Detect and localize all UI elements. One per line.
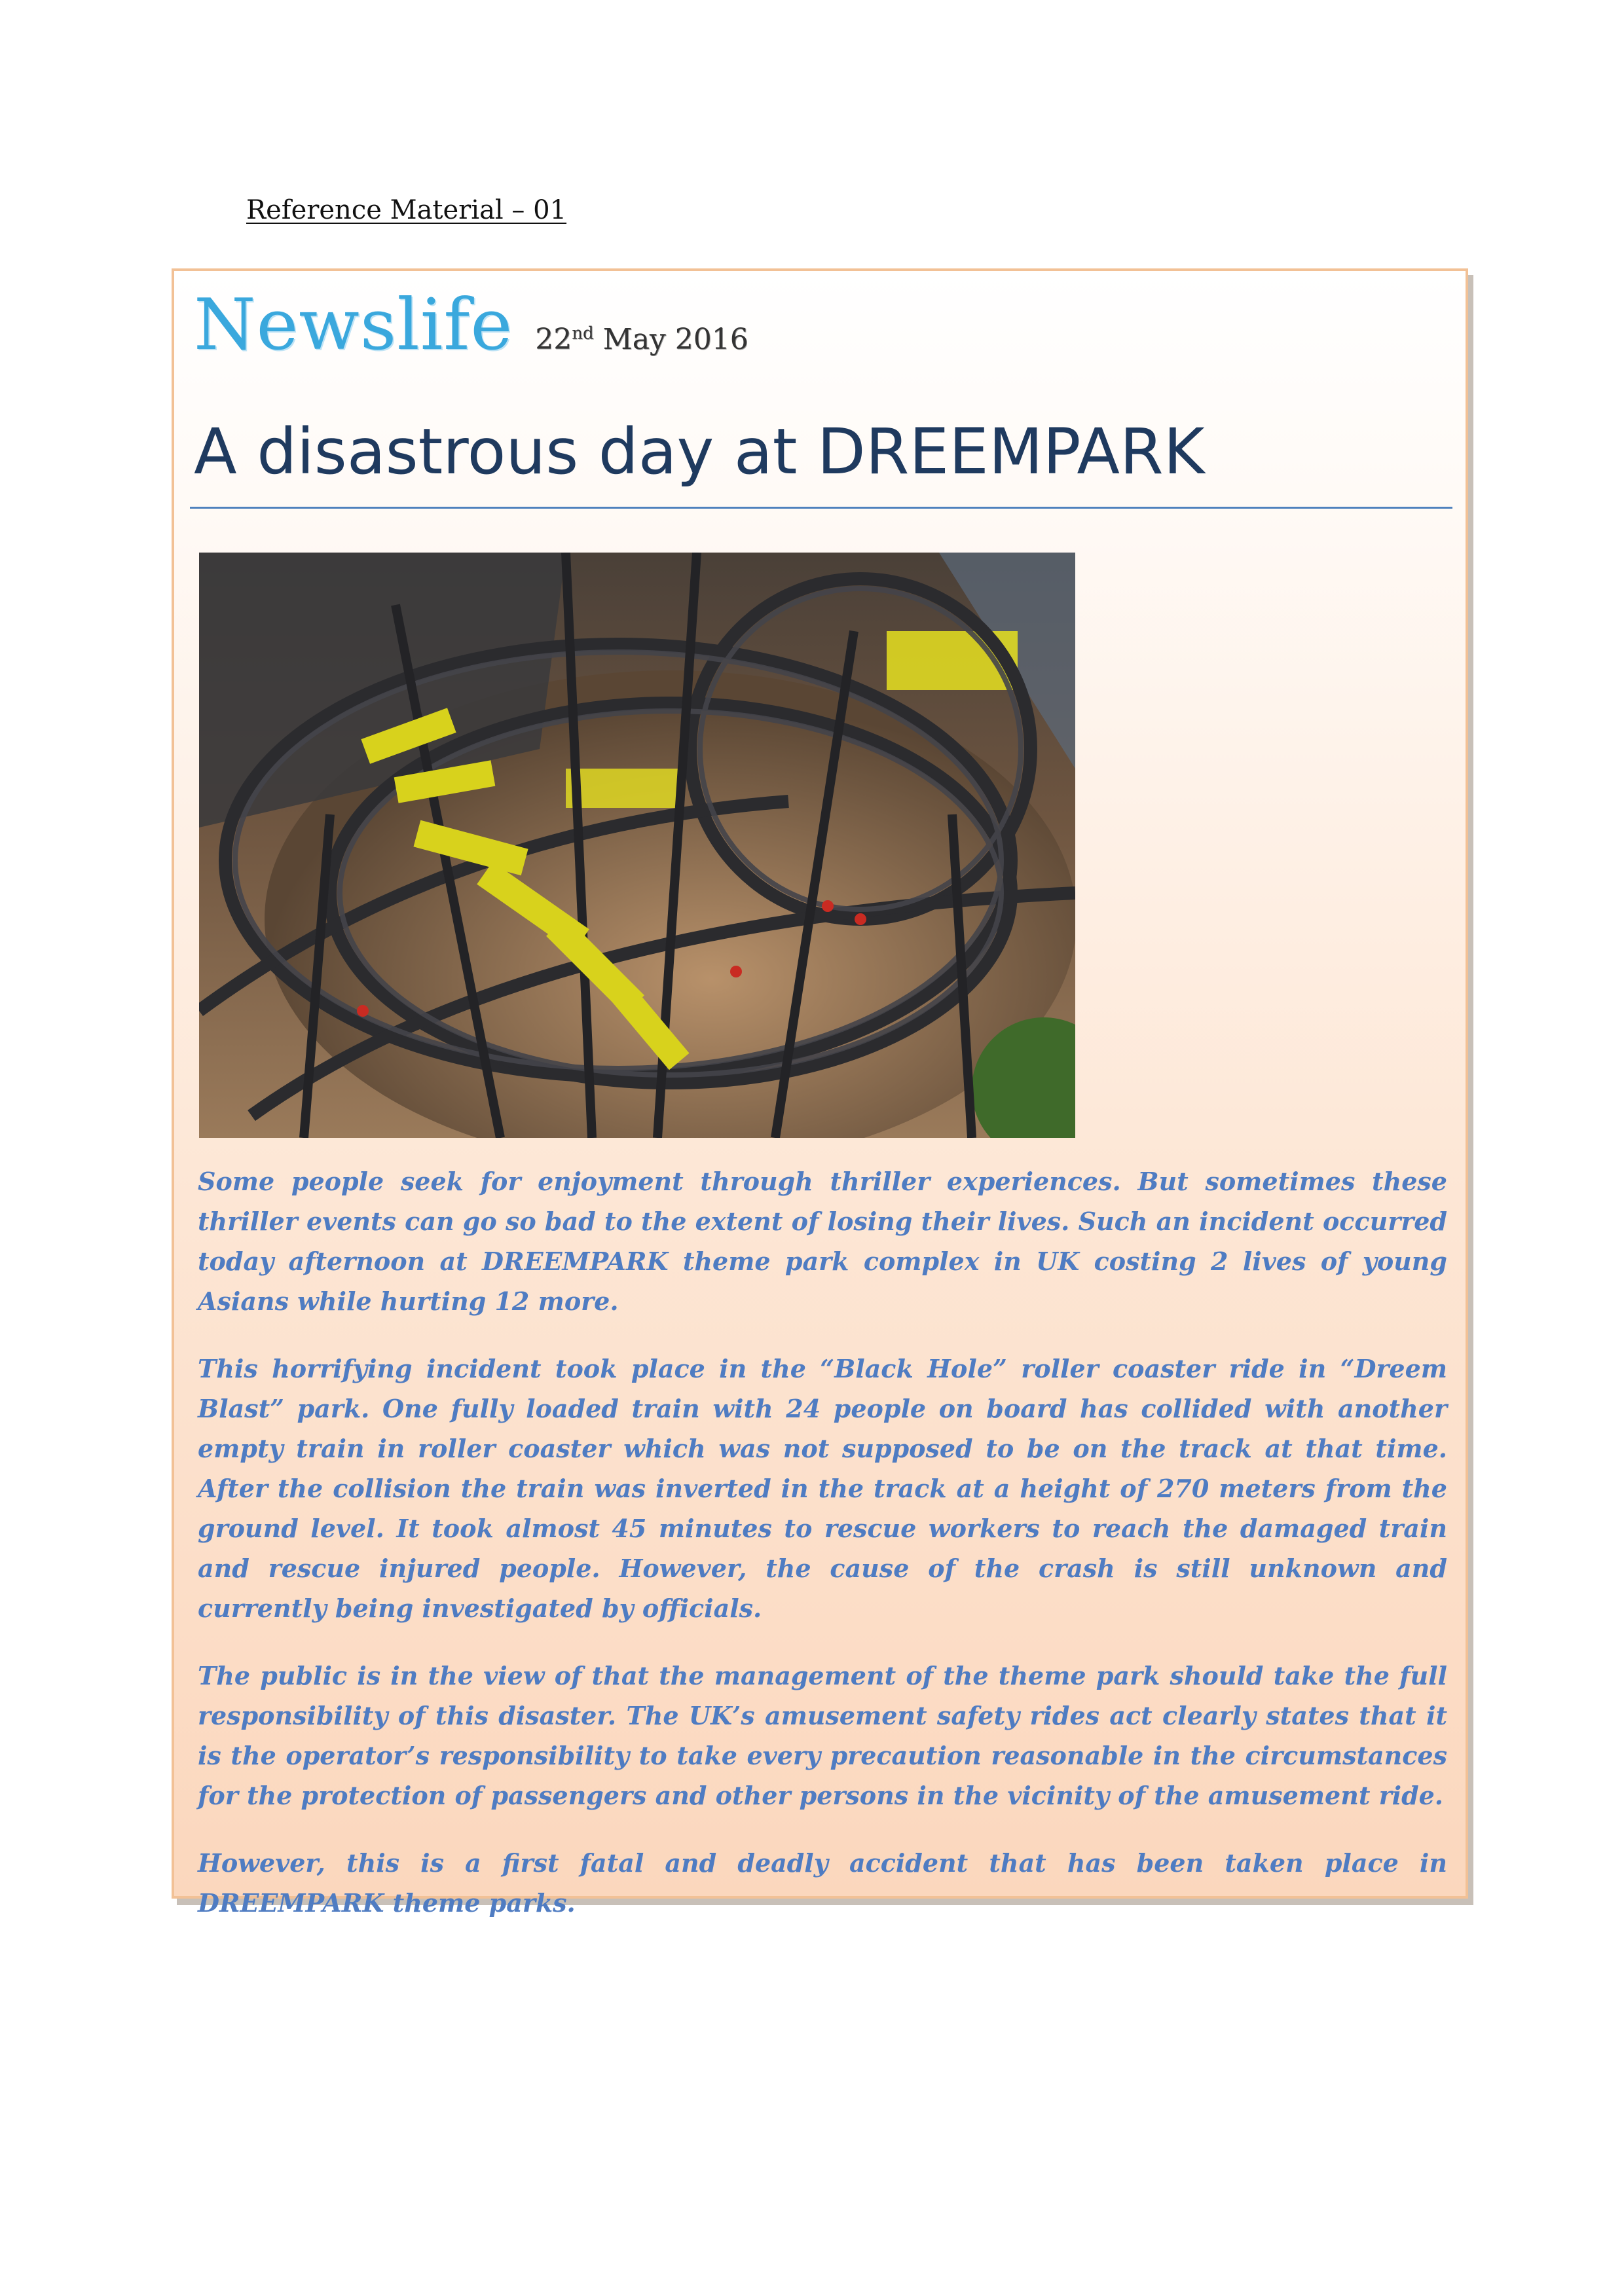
news-article-box [172, 268, 1468, 1918]
issue-date-day: 22 [535, 323, 572, 356]
issue-date-month-year: May 2016 [602, 323, 748, 356]
photo-yellow-panel-2 [566, 769, 684, 808]
issue-date-suffix: nd [572, 323, 594, 344]
article-headline: A disastrous day at DREEMPARK [194, 415, 1205, 488]
article-paragraph: However, this is a first fatal and deadly accident that has been taken place in DREEMPARK theme parks. [198, 1848, 1447, 1918]
headline-divider [190, 507, 1452, 509]
masthead [194, 284, 748, 369]
issue-date [535, 323, 748, 356]
reference-label: Reference Material – 01 [246, 195, 567, 225]
article-paragraph: The public is in the view of that the management of the theme park should take the full responsibility of this disaster. The UK’s amusement safety rides act clearly states that it is the operator’s responsibility to take every precaution reasonable in the circumstances for the protection of passengers and other persons in the vicinity of the amusement ride. [198, 1661, 1447, 1810]
article-body [198, 1161, 1447, 1950]
newspaper-brand: Newslife [194, 284, 513, 366]
roller-coaster-photo [199, 553, 1075, 1138]
article-paragraph: Some people seek for enjoyment through thriller experiences. But sometimes these thriller events can go so bad to the extent of losing their lives. Such an incident occurred today afternoon at DREEMPARK theme park complex in UK costing 2 lives of young Asians while hurting 12 more. [198, 1167, 1447, 1316]
article-paragraph: This horrifying incident took place in the “Black Hole” roller coaster ride in “Dreem Blast” park. One fully loaded train with 24 people on board has collided with another empty train in roller coaster which was not supposed to be on the track at that time. After the collision the train was inverted in the track at a height of 270 meters from the ground level. It took almost 45 minutes to rescue workers to reach the damaged train and rescue injured people. However, the cause of the crash is still unknown and currently being investigated by officials. [198, 1354, 1447, 1623]
roller-coaster-photo-drawing [199, 553, 1075, 1138]
